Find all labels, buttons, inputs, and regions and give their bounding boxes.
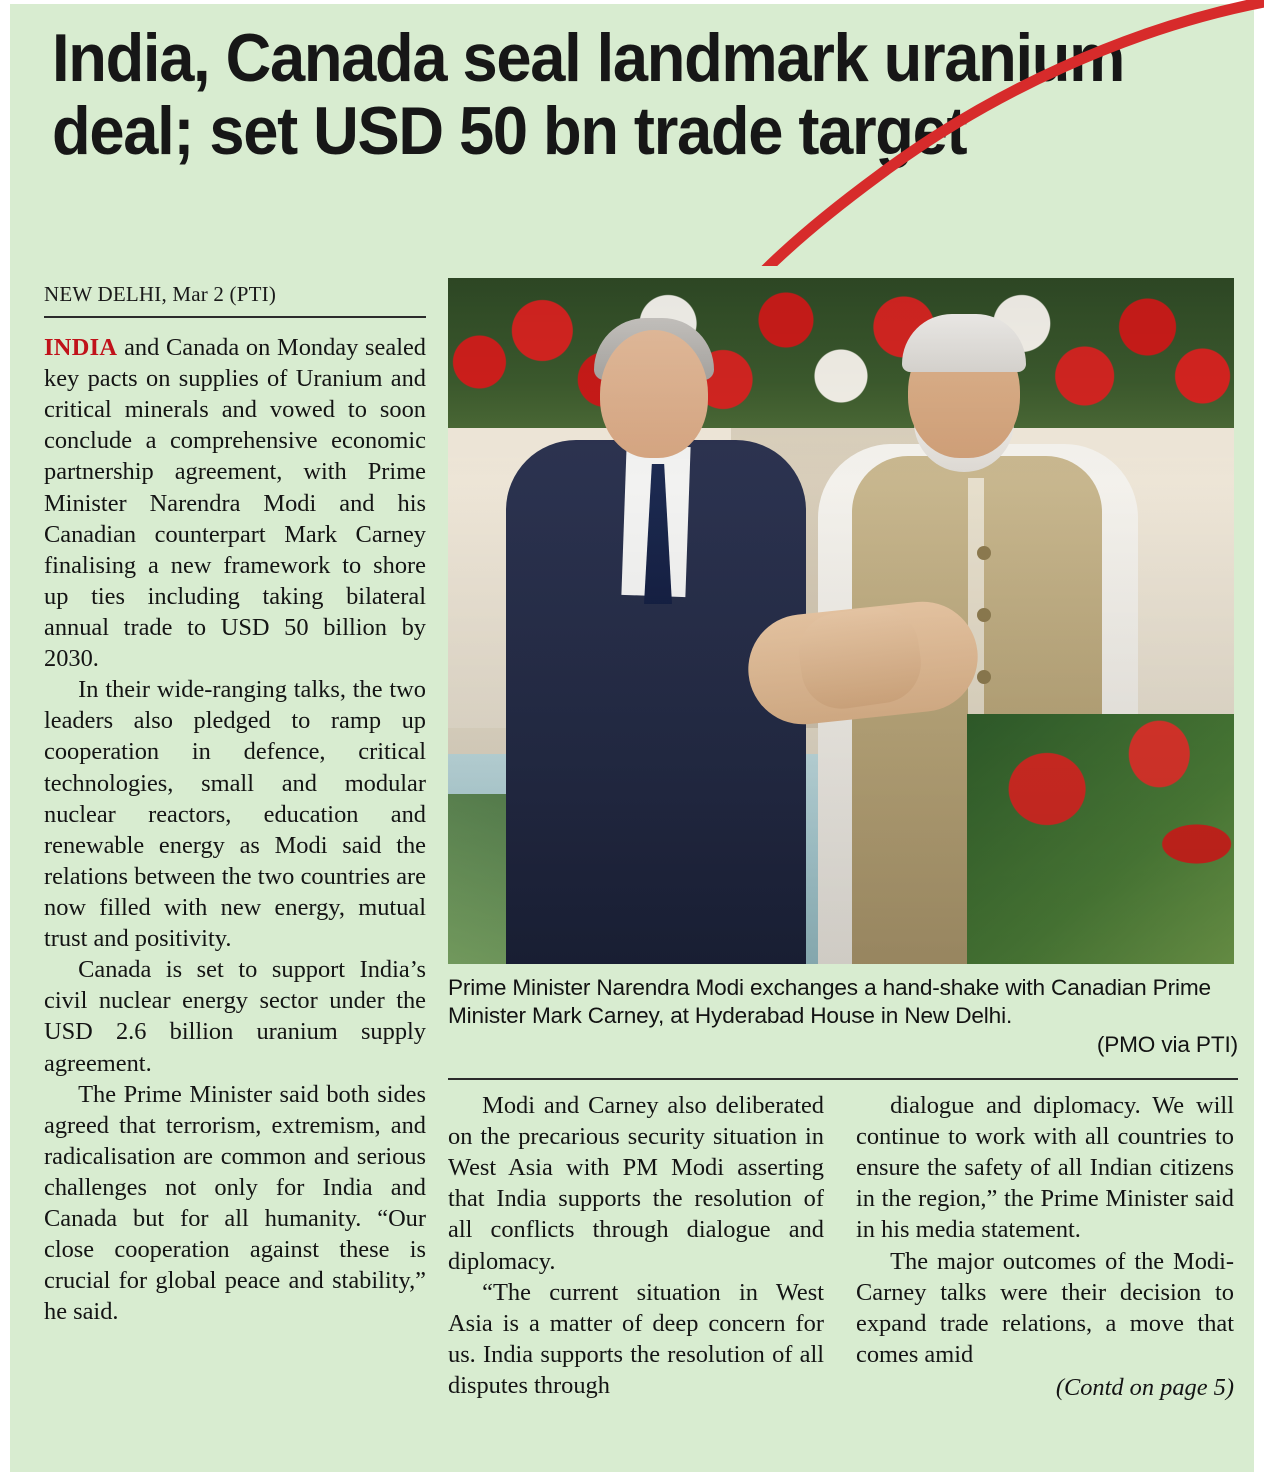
photo-vignette — [448, 278, 1234, 964]
paragraph: The Prime Minister said both sides agreed that terrorism, extremism, and radicalisation are common and serious challenges not only for India and Canada but for all humanity. “Our close cooperation against these is crucial for global peace and stability,” he said. — [44, 1080, 426, 1326]
column-right — [856, 1090, 1234, 1403]
column-left — [44, 332, 426, 1328]
divider-caption — [448, 1078, 1238, 1080]
article-body — [10, 266, 1254, 1472]
divider-left — [44, 316, 426, 318]
continued-note: (Contd on page 5) — [1055, 1373, 1234, 1401]
photo-caption — [448, 974, 1238, 1058]
dateline: NEW DELHI, Mar 2 (PTI) — [44, 282, 277, 306]
paragraph — [44, 332, 426, 674]
caption-text: Prime Minister Narendra Modi exchanges a hand-shake with Canadian Prime Minister Mark Carney, at Hyderabad House in New Delhi. — [448, 975, 1211, 1028]
paragraph: Canada is set to support India’s civil nuclear energy sector under the USD 2.6 billion uranium supply agreement. — [44, 956, 426, 1077]
paragraph: The major outcomes of the Modi-Carney talks were their decision to expand trade relations, a move that comes amid — [856, 1247, 1234, 1368]
paragraph: “The current situation in West Asia is a matter of deep concern for us. India supports the resolution of all disputes through — [448, 1278, 824, 1399]
paragraph: In their wide-ranging talks, the two leaders also pledged to ramp up cooperation in defence, critical technologies, small and modular nuclear reactors, education and renewable energy as Modi said the relations between the two countries are now filled with new energy, mutual trust and positivity. — [44, 676, 426, 953]
article-photo — [448, 278, 1234, 964]
paragraph: dialogue and diplomacy. We will continue to work with all countries to ensure the safety of all Indian citizens in the region,” the Prime Minister said in his media statement. — [856, 1092, 1234, 1244]
lead-word: INDIA — [44, 334, 118, 361]
page-title: India, Canada seal landmark uranium deal; set USD 50 bn trade target — [52, 20, 1125, 170]
paragraph-text: and Canada on Monday sealed key pacts on supplies of Uranium and critical minerals and vowed to soon conclude a comprehensive economic partnership agreement, with Prime Minister Narendra Modi and his Canadian counterpart Mark Carney finalising a new framework to shore up ties including taking bilateral annual trade to USD 50 billion by 2030. — [44, 334, 426, 673]
headline-band — [10, 4, 1254, 266]
photo-credit: (PMO via PTI) — [1096, 1031, 1238, 1057]
paragraph: Modi and Carney also deliberated on the precarious security situation in West Asia with PM Modi asserting that India supports the resolution of all conflicts through dialogue and diplomacy. — [448, 1092, 824, 1275]
column-middle — [448, 1090, 824, 1401]
photo-scene — [448, 278, 1234, 964]
